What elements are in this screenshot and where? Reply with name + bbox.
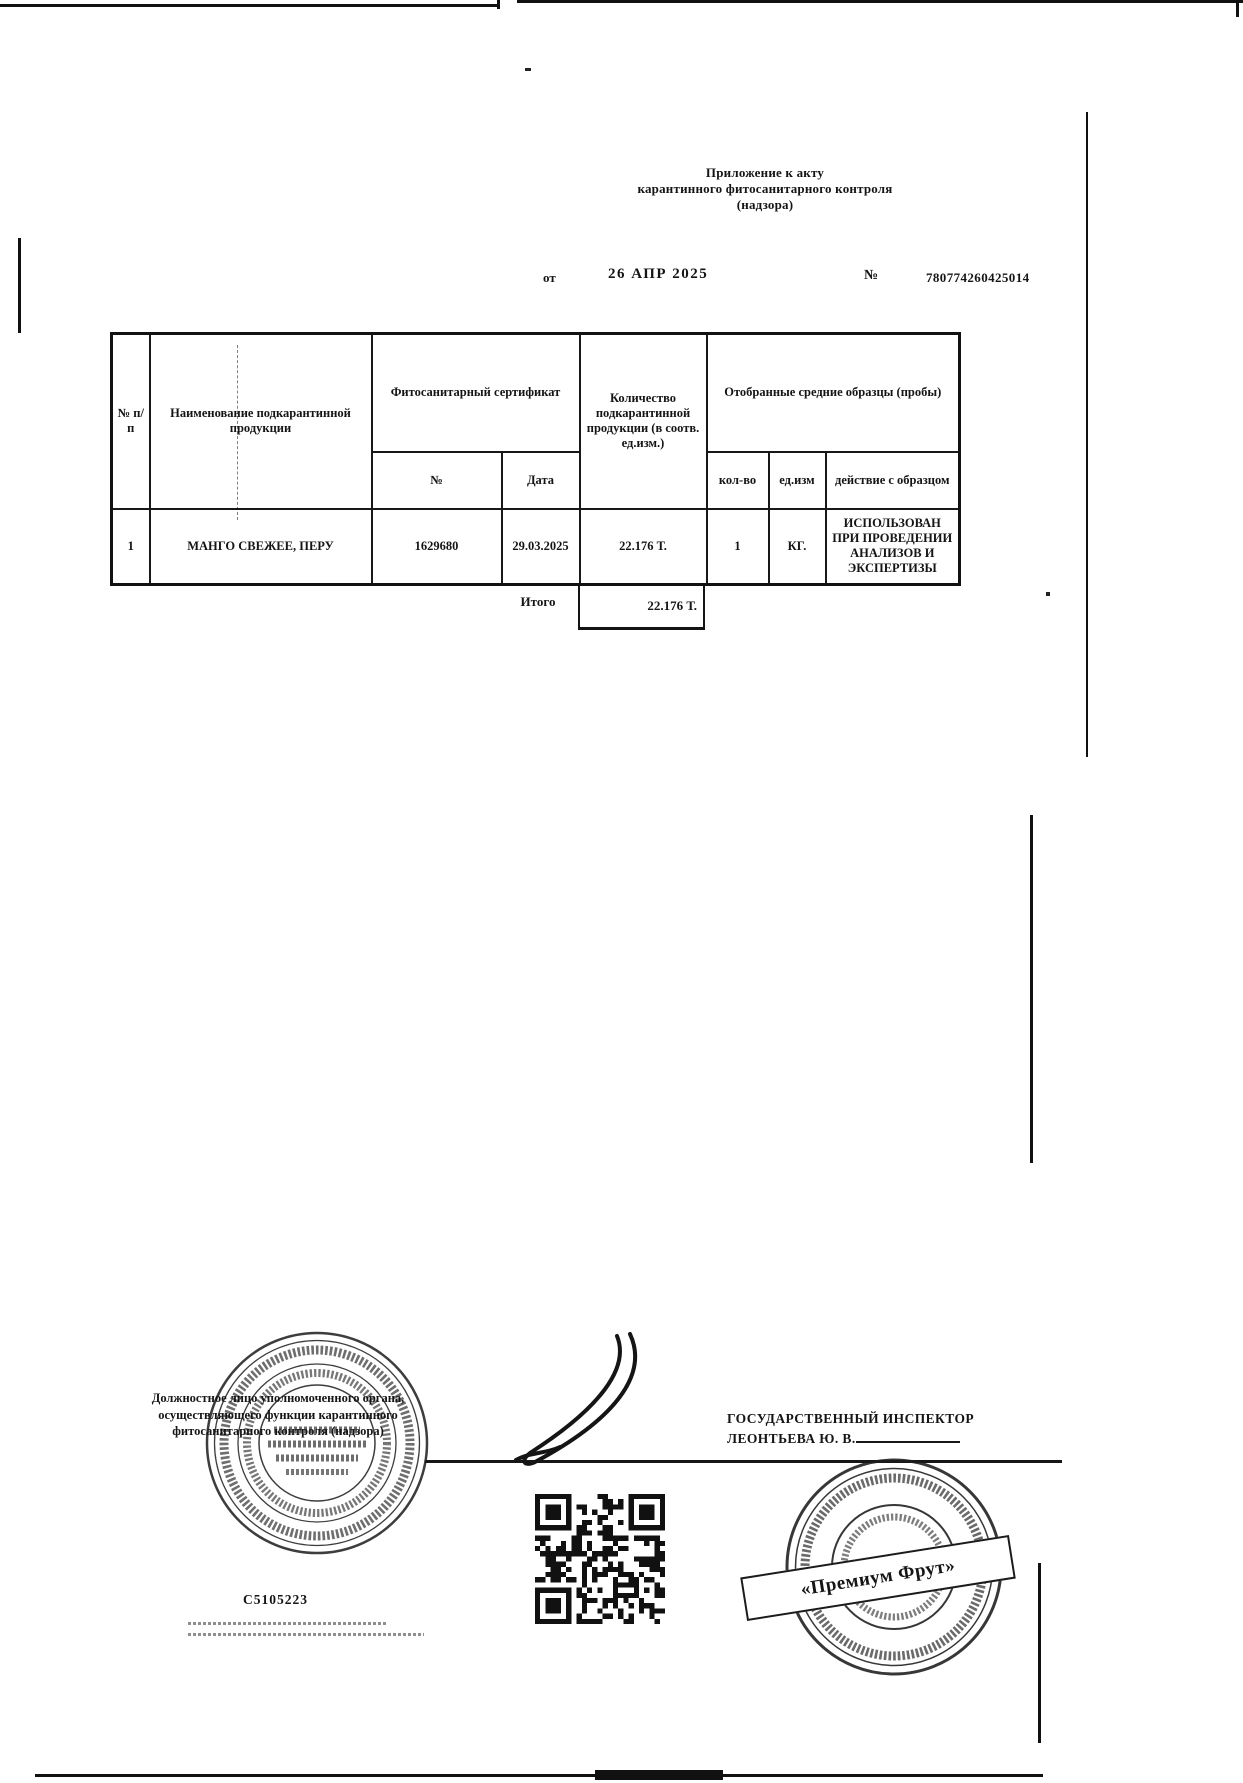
date-stamp: 26 АПР 2025 — [608, 266, 709, 282]
subcol-cert-number: № — [372, 452, 502, 509]
subcol-sample-unit: ед.изм — [769, 452, 826, 509]
stamp-banner-text: «Премиум Фрут» — [799, 1554, 957, 1601]
fine-print-line-1 — [188, 1622, 388, 1625]
cell-product-name: МАНГО СВЕЖЕЕ, ПЕРУ — [150, 509, 372, 585]
official-title-block — [120, 1390, 436, 1440]
scan-artifact-top-line-right — [517, 0, 1243, 3]
official-line-3: фитосанитарного контроля (надзора) — [172, 1424, 384, 1438]
from-label: от — [543, 270, 556, 285]
scan-artifact-corner-tick — [1236, 0, 1239, 17]
qr-code — [535, 1494, 665, 1624]
name-underline — [856, 1428, 960, 1443]
subcol-cert-date: Дата — [502, 452, 580, 509]
cell-sample-unit: КГ. — [769, 509, 826, 585]
scan-artifact-top-line-left — [0, 4, 497, 7]
scan-speck-right — [1046, 592, 1050, 596]
official-line-1: Должностное лицо уполномоченного органа, — [151, 1391, 405, 1405]
subcol-sample-qty: кол-во — [707, 452, 769, 509]
col-header-quantity: Количество подкарантинной продукции (в соотв. ед.изм.) — [580, 334, 707, 509]
header-line-2: карантинного фитосанитарного контроля — [637, 181, 893, 196]
official-line-2: осуществляющего функции карантинного — [158, 1407, 398, 1422]
scan-artifact-right-line-2 — [1030, 815, 1033, 1163]
cell-sample-qty: 1 — [707, 509, 769, 585]
table-row — [112, 509, 960, 585]
scan-fold-line — [237, 345, 238, 520]
scan-artifact-top-jog — [497, 0, 500, 9]
scan-artifact-right-line-1 — [1086, 112, 1088, 757]
scan-artifact-left-bracket — [18, 238, 21, 333]
header-line-1: Приложение к акту — [705, 165, 825, 180]
total-value-cell — [578, 585, 705, 630]
col-header-samples: Отобранные средние образцы (пробы) — [707, 334, 960, 452]
number-sign: № — [864, 268, 879, 283]
inspector-block — [727, 1410, 974, 1448]
scan-artifact-bottom-block — [595, 1770, 723, 1780]
col-header-certificate: Фитосанитарный сертификат — [372, 334, 580, 452]
cell-row-number: 1 — [112, 509, 150, 585]
cell-quantity: 22.176 Т. — [580, 509, 707, 585]
document-header — [555, 165, 975, 213]
inspector-title: ГОСУДАРСТВЕННЫЙ ИНСПЕКТОР — [727, 1411, 974, 1426]
total-label: Итого — [520, 594, 556, 609]
fine-print-line-2 — [188, 1633, 424, 1636]
cell-cert-number: 1629680 — [372, 509, 502, 585]
cell-cert-date: 29.03.2025 — [502, 509, 580, 585]
subcol-sample-action: действие с образцом — [826, 452, 960, 509]
col-header-num: № п/п — [112, 334, 150, 509]
table-header-row-1 — [112, 334, 960, 452]
document-number: 780774260425014 — [926, 270, 1030, 285]
total-value: 22.176 Т. — [647, 598, 697, 613]
col-header-product: Наименование подкарантинной продукции — [150, 334, 372, 509]
scan-artifact-right-line-3 — [1038, 1563, 1041, 1743]
signature — [490, 1322, 710, 1477]
header-line-3: (надзора) — [736, 197, 794, 212]
round-stamp-left — [204, 1330, 430, 1556]
scan-artifact-bottom-line — [35, 1774, 1043, 1777]
inspector-name: ЛЕОНТЬЕВА Ю. В. — [727, 1431, 856, 1446]
cell-sample-action: ИСПОЛЬЗОВАН ПРИ ПРОВЕДЕНИИ АНАЛИЗОВ И ЭКСПЕРТИЗЫ — [826, 509, 960, 585]
blank-code: С5105223 — [243, 1592, 308, 1607]
scan-speck-top — [525, 68, 531, 71]
